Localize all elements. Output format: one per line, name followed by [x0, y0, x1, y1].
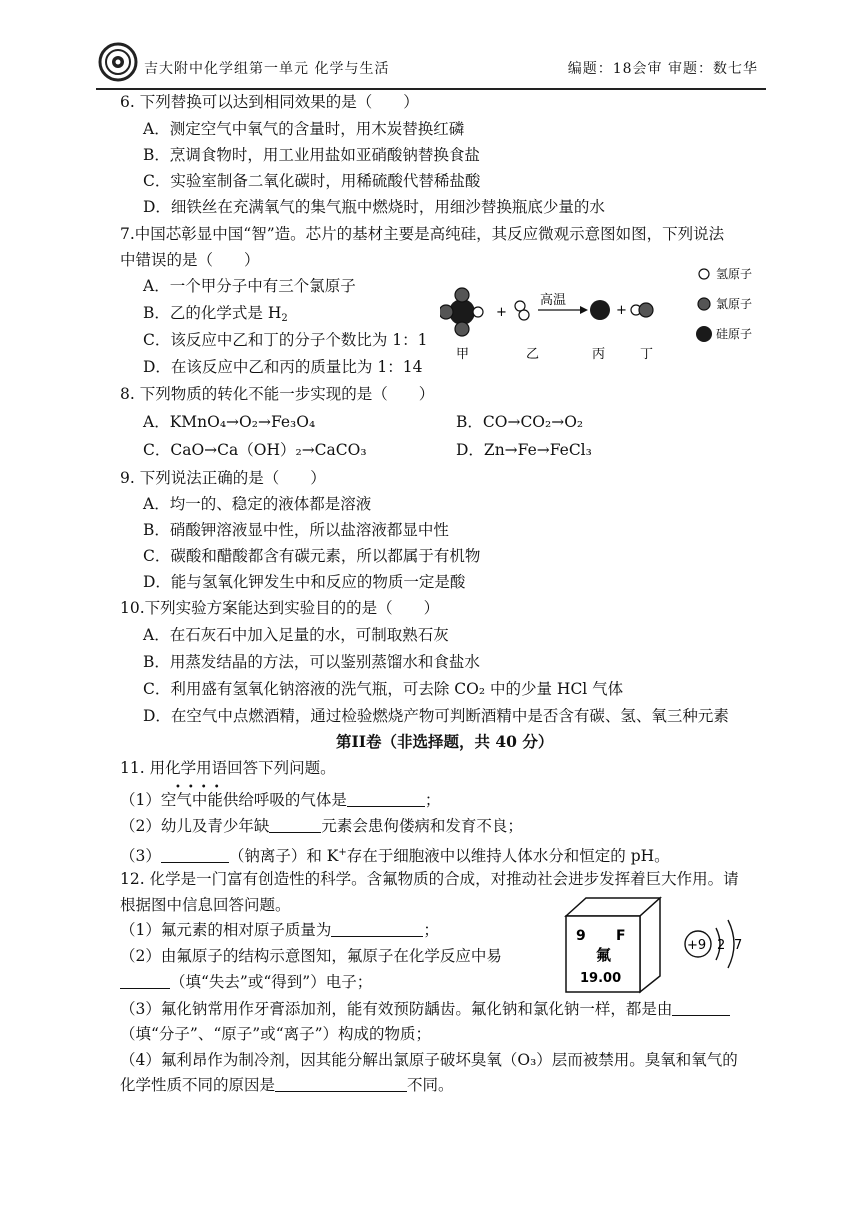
- q12-part-1-text: （1）氟元素的相对原子质量为: [120, 921, 332, 939]
- q9-option-d: D．能与氢氧化钾发生中和反应的物质一定是酸: [143, 573, 466, 591]
- legend-hydrogen: 氢原子: [716, 267, 753, 281]
- q10-option-c: C．利用盛有氢氧化钠溶液的洗气瓶，可去除 CO₂ 中的少量 HCl 气体: [143, 680, 624, 698]
- reaction-condition: 高温: [540, 293, 567, 308]
- q7-option-d: D．在该反应中乙和丙的质量比为 1：14: [143, 358, 423, 376]
- answer-blank[interactable]: [275, 1075, 407, 1092]
- q10-option-a: A．在石灰石中加入足量的水，可制取熟石灰: [143, 626, 449, 644]
- q8-option-a: A．KMnO₄→O₂→Fe₃O₄: [143, 413, 316, 431]
- fluorine-element-box: [560, 894, 664, 996]
- q7-option-b: [143, 303, 288, 329]
- q11-part-3-end: 存在于细胞液中以维持人体水分和恒定的 pH。: [346, 847, 670, 865]
- q11-part-3: [120, 843, 670, 866]
- q8-option-d: D．Zn→Fe→FeCl₃: [456, 441, 592, 459]
- q7-option-b-subscript: 2: [281, 313, 288, 324]
- label-jia: 甲: [456, 347, 470, 362]
- q12-part-1: [120, 920, 439, 940]
- q7-option-c: C．该反应中乙和丁的分子个数比为 1：1: [143, 331, 428, 349]
- q11-part-3-mid: （钠离子）和 K: [228, 847, 339, 865]
- legend-chlorine: 氯原子: [716, 297, 753, 311]
- element-name: 氟: [596, 946, 612, 964]
- legend-silicon: 硅原子: [716, 327, 753, 341]
- page-header: [96, 40, 766, 90]
- q12-stem-line2: 根据图中信息回答问题。: [120, 896, 291, 914]
- q6-option-d: D．细铁丝在充满氧气的集气瓶中燃烧时，用细沙替换瓶底少量的水: [143, 198, 605, 216]
- q8-option-c: C．CaO→Ca（OH）₂→CaCO₃: [143, 441, 367, 459]
- q9-option-b: B．硝酸钾溶液显中性，所以盐溶液都显中性: [143, 521, 449, 539]
- reaction-diagram: [440, 262, 770, 370]
- q11-part-1: [120, 790, 440, 810]
- q6-option-c: C．实验室制备二氧化碳时，用稀硫酸代替稀盐酸: [143, 172, 481, 190]
- q12-part-3-line2: （填“分子”、“原子”或“离子”）构成的物质；: [120, 1025, 432, 1043]
- answer-blank[interactable]: [120, 972, 170, 989]
- q11-part-2: [120, 816, 523, 836]
- q12-part-2-line2: [120, 972, 372, 992]
- element-symbol: F: [616, 928, 626, 944]
- molecule-yi: [515, 301, 529, 320]
- nucleus-charge: +9: [687, 938, 707, 953]
- label-ding: 丁: [640, 347, 654, 362]
- molecule-jia: [440, 288, 483, 336]
- q9-stem: 9. 下列说法正确的是（ ）: [120, 469, 326, 487]
- q12-stem-line1: 12. 化学是一门富有创造性的科学。含氟物质的合成，对推动社会进步发挥着巨大作用。请: [120, 870, 739, 888]
- q11-part-2-text: （2）幼儿及青少年缺: [120, 817, 270, 835]
- q11-part-1-text: （1）空气中能供给呼吸的气体是: [120, 791, 347, 809]
- q7-stem-line2: 中错误的是（ ）: [120, 251, 260, 269]
- q10-stem: 10.下列实验方案能达到实验目的的是（ ）: [120, 599, 440, 617]
- q11-part-1-end: ；: [424, 791, 441, 809]
- q11-stem: 11. 用化学用语回答下列问题。: [120, 759, 336, 777]
- answer-blank[interactable]: [347, 790, 425, 807]
- q7-stem-line1: 7.中国芯彰显中国“智”造。芯片的基材主要是高纯硅，其反应微观示意图如图，下列说法: [120, 225, 725, 243]
- answer-blank[interactable]: [672, 999, 730, 1016]
- shell-1-electrons: 2: [717, 938, 726, 953]
- answer-blank[interactable]: [269, 816, 321, 833]
- element-number: 9: [576, 928, 586, 944]
- emphasis-dots: ••••: [175, 782, 227, 793]
- q12-part-2-line1: （2）由氟原子的结构示意图知，氟原子在化学反应中易: [120, 947, 502, 965]
- q12-part-3-text: （3）氟化钠常用作牙膏添加剂，能有效预防龋齿。氟化钠和氯化钠一样，都是由: [120, 1000, 673, 1018]
- answer-blank[interactable]: [331, 920, 423, 937]
- q11-part-2-end: 元素会患佝偻病和发育不良；: [321, 817, 523, 835]
- plus-sign-2: +: [616, 303, 627, 318]
- element-mass: 19.00: [580, 971, 622, 986]
- header-authors: 编题：18会审 审题：数七华: [567, 61, 758, 77]
- q12-part-3-line1: [120, 999, 730, 1019]
- molecule-bing: [590, 300, 610, 320]
- label-yi: 乙: [526, 347, 540, 362]
- q9-option-a: A．均一的、稳定的液体都是溶液: [143, 495, 372, 513]
- q10-option-b: B．用蒸发结晶的方法，可以鉴别蒸馏水和食盐水: [143, 653, 480, 671]
- q9-option-c: C．碳酸和醋酸都含有碳元素，所以都属于有机物: [143, 547, 481, 565]
- molecule-ding: [631, 303, 653, 317]
- q8-stem: 8. 下列物质的转化不能一步实现的是（ ）: [120, 385, 435, 403]
- q11-part-3-text: （3）: [120, 847, 161, 865]
- header-title: 吉大附中化学组第一单元 化学与生活: [144, 61, 390, 77]
- shell-2-electrons: 7: [734, 938, 743, 953]
- section-2-title: 第II卷（非选择题，共 40 分）: [336, 732, 554, 751]
- q12-part-4-text: 化学性质不同的原因是: [120, 1076, 276, 1094]
- label-bing: 丙: [592, 347, 606, 362]
- plus-sign-1: +: [496, 305, 507, 320]
- q12-part-4-end: 不同。: [407, 1076, 454, 1094]
- q7-option-a: A．一个甲分子中有三个氯原子: [143, 277, 356, 295]
- q6-stem: 6. 下列替换可以达到相同效果的是（ ）: [120, 93, 419, 111]
- q11-part-3-superscript: +: [338, 847, 347, 858]
- q12-part-4-line1: （4）氟利昂作为制冷剂，因其能分解出氯原子破坏臭氧（O₃）层而被禁用。臭氧和氧气的: [120, 1051, 738, 1069]
- q7-option-b-text: B．乙的化学式是 H: [143, 304, 282, 322]
- q8-option-b: B．CO→CO₂→O₂: [456, 413, 584, 431]
- q6-option-b: B．烹调食物时，用工业用盐如亚硝酸钠替换食盐: [143, 146, 480, 164]
- q12-part-4-line2: [120, 1075, 454, 1095]
- q6-option-a: A．测定空气中氧气的含量时，用木炭替换红磷: [143, 120, 465, 138]
- school-logo-icon: [98, 42, 138, 82]
- fluorine-atom-structure: [676, 904, 760, 984]
- q10-option-d: D．在空气中点燃酒精，通过检验燃烧产物可判断酒精中是否含有碳、氢、氧三种元素: [143, 707, 729, 725]
- diagram-legend: [696, 267, 752, 342]
- q12-part-2-end: （填“失去”或“得到”）电子；: [170, 973, 373, 991]
- answer-blank[interactable]: [161, 846, 229, 863]
- q12-part-1-end: ；: [423, 921, 439, 939]
